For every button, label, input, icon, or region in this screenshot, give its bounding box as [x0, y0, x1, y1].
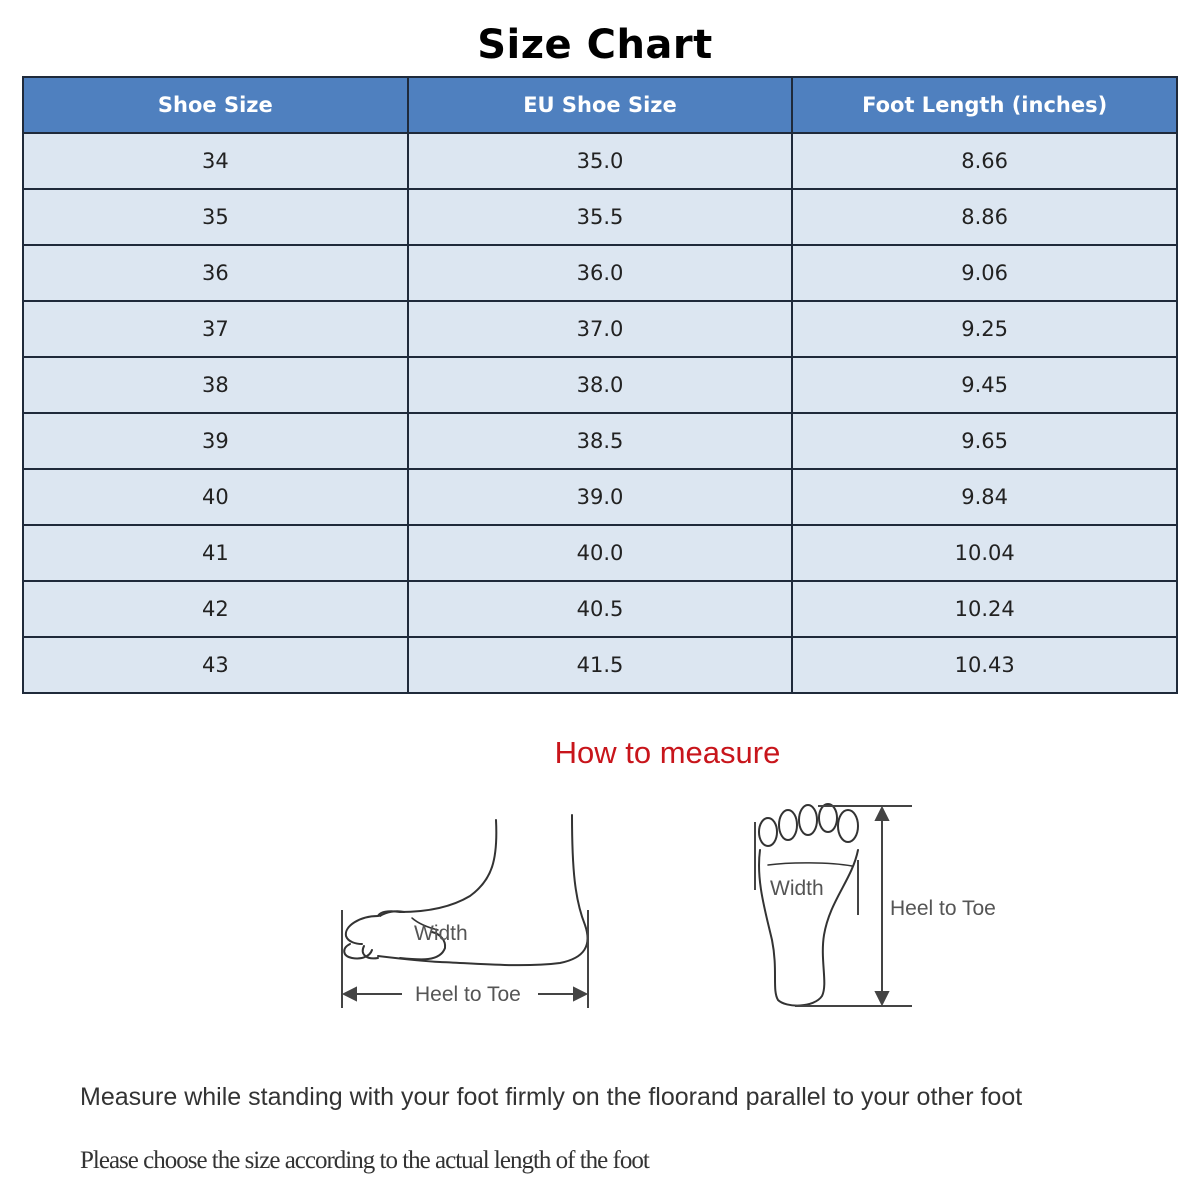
sole-length-label: Heel to Toe	[890, 897, 996, 920]
column-header-foot-length: Foot Length (inches)	[792, 77, 1177, 133]
sole-width-label: Width	[770, 877, 824, 900]
table-row	[23, 357, 1177, 413]
column-header-eu-size: EU Shoe Size	[408, 77, 793, 133]
foot-length-cell: 10.04	[792, 525, 1177, 581]
eu-size-cell: 39.0	[408, 469, 793, 525]
page-title: Size Chart	[477, 22, 713, 68]
foot-length-cell: 10.43	[792, 637, 1177, 693]
foot-length-cell: 8.66	[792, 133, 1177, 189]
side-length-label: Heel to Toe	[415, 983, 521, 1006]
shoe-size-cell: 38	[23, 357, 408, 413]
eu-size-cell: 35.0	[408, 133, 793, 189]
eu-size-cell: 36.0	[408, 245, 793, 301]
shoe-size-cell: 39	[23, 413, 408, 469]
shoe-size-cell: 41	[23, 525, 408, 581]
shoe-size-cell: 40	[23, 469, 408, 525]
foot-length-cell: 9.25	[792, 301, 1177, 357]
foot-length-cell: 8.86	[792, 189, 1177, 245]
shoe-size-cell: 43	[23, 637, 408, 693]
eu-size-cell: 38.5	[408, 413, 793, 469]
eu-size-cell: 35.5	[408, 189, 793, 245]
eu-size-cell: 40.5	[408, 581, 793, 637]
shoe-size-cell: 35	[23, 189, 408, 245]
foot-length-cell: 9.65	[792, 413, 1177, 469]
table-row	[23, 469, 1177, 525]
sole-foot-illustration	[759, 804, 858, 1006]
eu-size-cell: 41.5	[408, 637, 793, 693]
table-row	[23, 245, 1177, 301]
side-width-label: Width	[414, 922, 468, 945]
eu-size-cell: 37.0	[408, 301, 793, 357]
table-row	[23, 189, 1177, 245]
sole-length-arrow	[755, 806, 912, 1006]
shoe-size-cell: 37	[23, 301, 408, 357]
foot-length-cell: 9.45	[792, 357, 1177, 413]
shoe-size-cell: 34	[23, 133, 408, 189]
eu-size-cell: 38.0	[408, 357, 793, 413]
shoe-size-cell: 42	[23, 581, 408, 637]
table-row	[23, 413, 1177, 469]
foot-length-cell: 9.84	[792, 469, 1177, 525]
table-row	[23, 301, 1177, 357]
table-row	[23, 133, 1177, 189]
shoe-size-cell: 36	[23, 245, 408, 301]
foot-length-cell: 10.24	[792, 581, 1177, 637]
foot-length-cell: 9.06	[792, 245, 1177, 301]
size-choice-instruction: Please choose the size according to the actual length of the foot	[80, 1147, 649, 1174]
measure-instruction: Measure while standing with your foot firmly on the floorand parallel to your other foot	[80, 1083, 1023, 1111]
eu-size-cell: 40.0	[408, 525, 793, 581]
side-length-arrow	[342, 910, 588, 1008]
size-table	[22, 76, 1178, 694]
column-header-shoe-size: Shoe Size	[23, 77, 408, 133]
table-row	[23, 581, 1177, 637]
how-to-measure-heading: How to measure	[554, 735, 781, 770]
table-header-row	[23, 77, 1177, 133]
side-foot-illustration	[344, 815, 587, 965]
table-row	[23, 637, 1177, 693]
table-row	[23, 525, 1177, 581]
